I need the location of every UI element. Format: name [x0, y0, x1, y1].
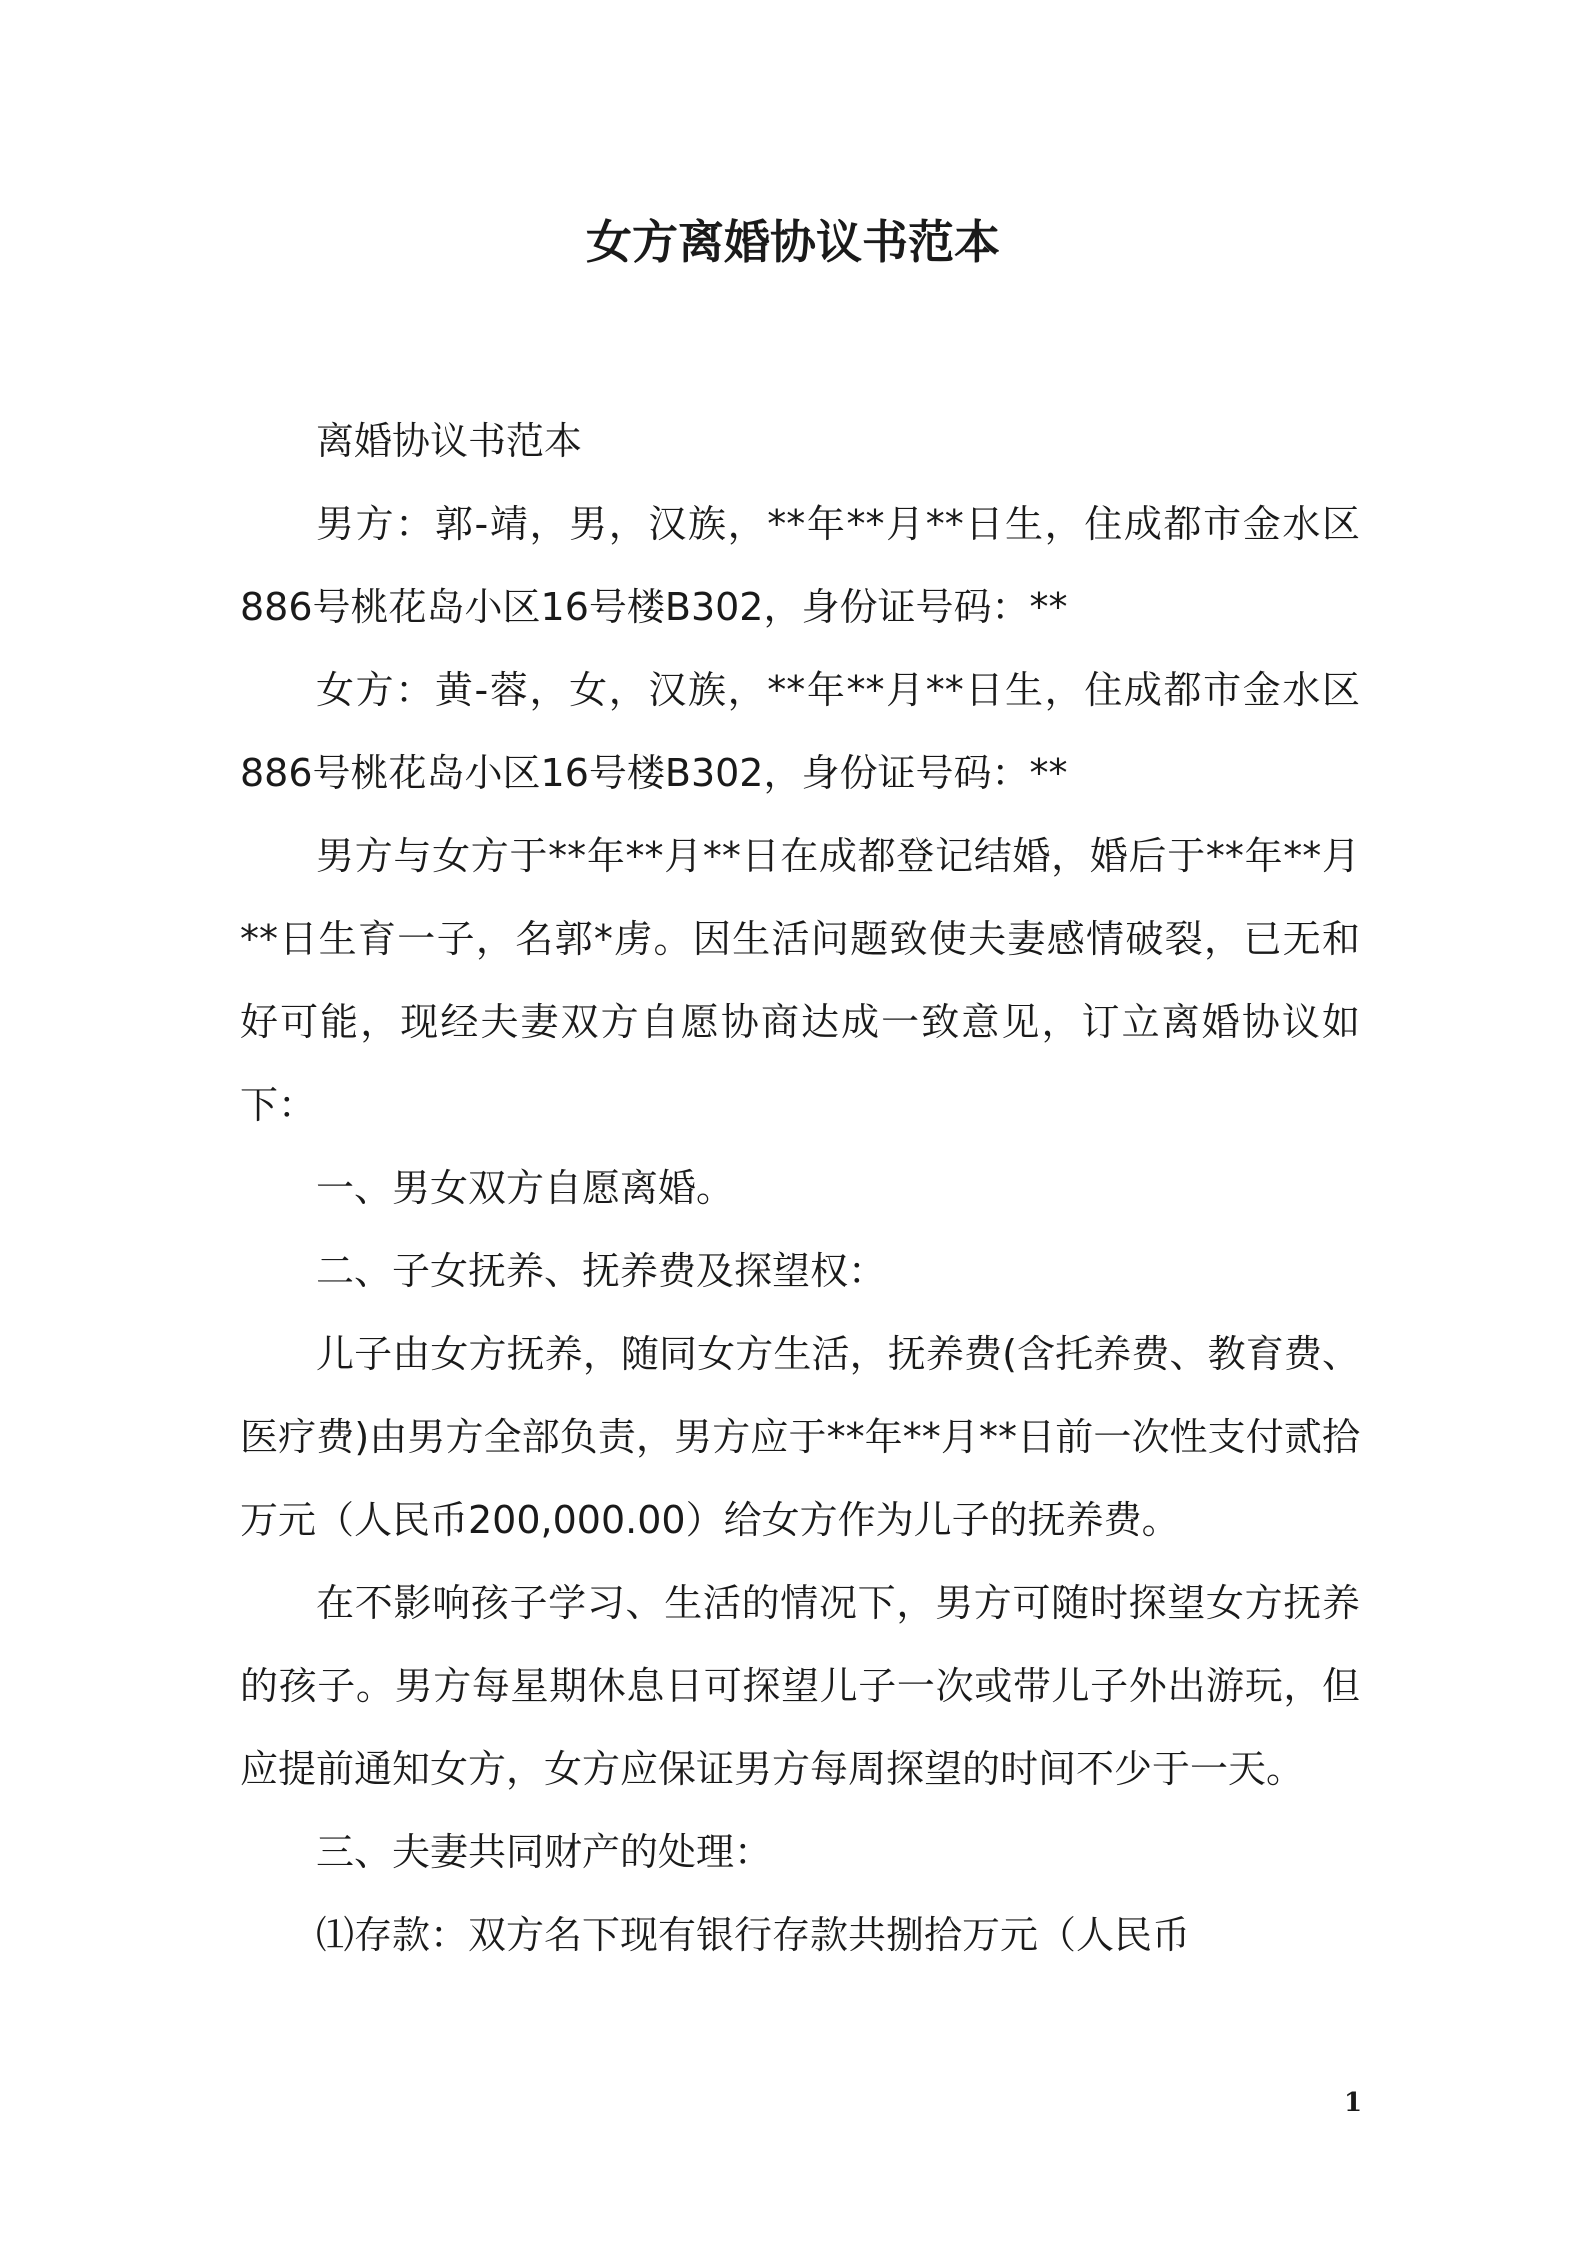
paragraph-visitation: 在不影响孩子学习、生活的情况下，男方可随时探望女方抚养的孩子。男方每星期休息日可探望儿子一次或带儿子外出游玩，但应提前通知女方，女方应保证男方每周探望的时间不少于一天。	[240, 1581, 1360, 1791]
paragraph-male-party: 男方：郭-靖，男，汉族，**年**月**日生，住成都市金水区886号桃花岛小区16号楼B302，身份证号码：**	[240, 502, 1360, 629]
paragraph-clause-1: 一、男女双方自愿离婚。	[316, 1166, 735, 1210]
page-number: 1	[1343, 2088, 1363, 2118]
paragraph-marriage-info: 男方与女方于**年**月**日在成都登记结婚，婚后于**年**月**日生育一子，名郭*虏。因生活问题致使夫妻感情破裂，已无和好可能，现经夫妻双方自愿协商达成一致意见，订立离婚协议如下：	[240, 834, 1360, 1127]
paragraph-clause-2-heading: 二、子女抚养、抚养费及探望权：	[316, 1249, 887, 1293]
paragraph-savings: ⑴存款：双方名下现有银行存款共捌拾万元（人民币	[316, 1913, 1191, 1957]
paragraph-clause-3-heading: 三、夫妻共同财产的处理：	[316, 1830, 773, 1874]
paragraph-subtitle: 离婚协议书范本	[316, 419, 583, 463]
paragraph-female-party: 女方：黄-蓉，女，汉族，**年**月**日生，住成都市金水区886号桃花岛小区16号楼B302，身份证号码：**	[240, 668, 1360, 795]
document-body	[240, 400, 1360, 1977]
document-title: 女方离婚协议书范本	[586, 215, 1000, 269]
paragraph-child-support: 儿子由女方抚养，随同女方生活，抚养费(含托养费、教育费、医疗费)由男方全部负责，男方应于**年**月**日前一次性支付贰拾万元（人民币200,000.00）给女方作为儿子的抚养费。	[240, 1332, 1360, 1542]
